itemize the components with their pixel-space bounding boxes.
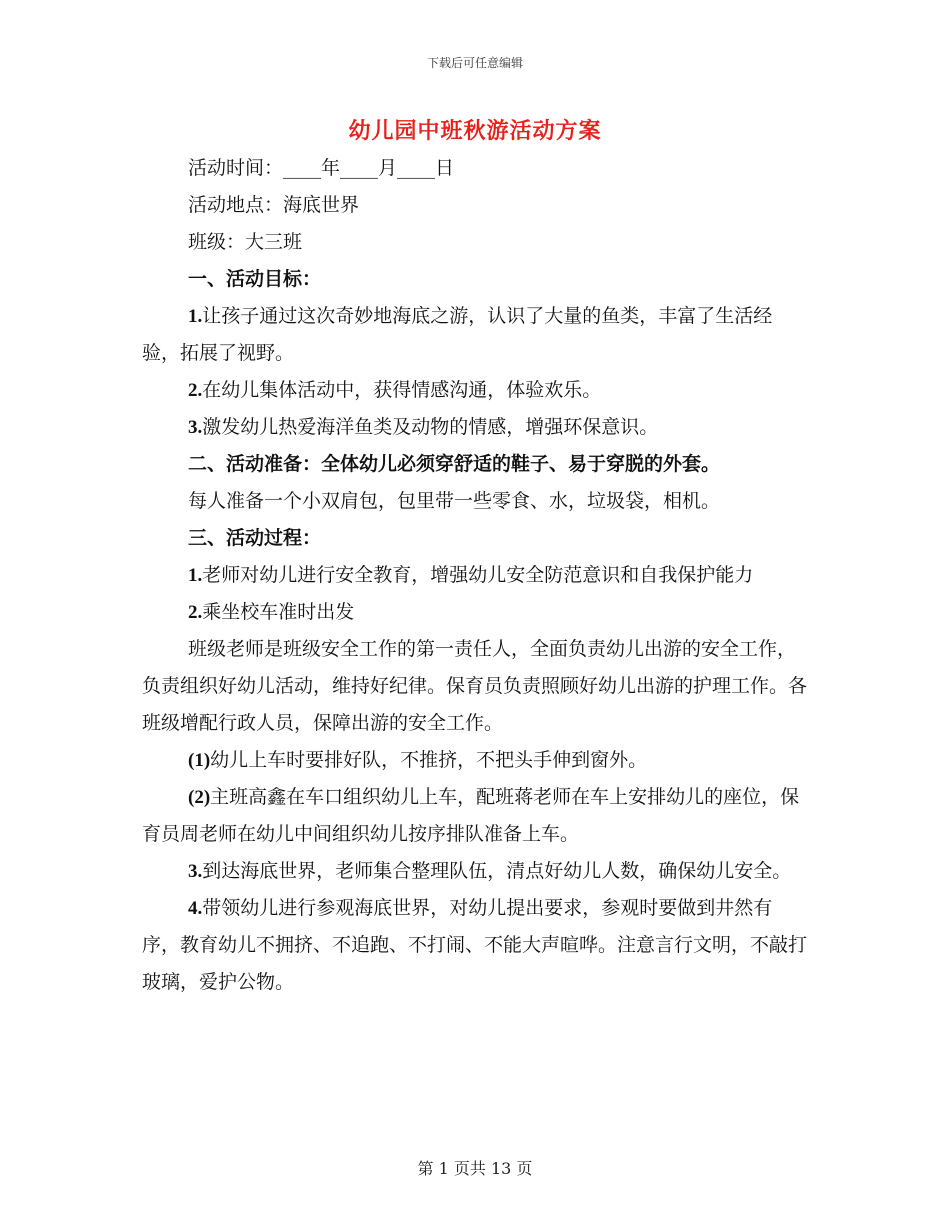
document-body — [142, 150, 810, 1001]
item-number: 4. — [188, 898, 203, 919]
process-item-1 — [142, 557, 810, 594]
item-number: 3. — [188, 861, 203, 882]
section-heading-process: 三、活动过程： — [188, 527, 322, 549]
process-sub-item-1 — [142, 742, 810, 779]
item-text: 激发幼儿热爱海洋鱼类及动物的情感，增强环保意识。 — [202, 416, 659, 438]
document-title: 幼儿园中班秋游活动方案 — [348, 118, 602, 144]
item-text: 到达海底世界，老师集合整理队伍，清点好幼儿人数，确保幼儿安全。 — [202, 860, 792, 882]
item-text: 让孩子通过这次奇妙地海底之游，认识了大量的鱼类，丰富了生活经验，拓展了视野。 — [142, 305, 773, 364]
activity-time: 活动时间：____年____月____日 — [188, 157, 455, 179]
process-item-2 — [142, 594, 810, 631]
item-number: 1. — [188, 306, 203, 327]
item-text: 主班高鑫在车口组织幼儿上车，配班蒋老师在车上安排幼儿的座位，保育员周老师在幼儿中间组织幼儿按序排队准备上车。 — [142, 786, 800, 845]
goal-item-2 — [142, 372, 810, 409]
process-item-4 — [142, 890, 810, 1001]
activity-place: 活动地点：海底世界 — [188, 194, 360, 216]
item-number: 2. — [188, 602, 203, 623]
item-text: 带领幼儿进行参观海底世界，对幼儿提出要求，参观时要做到井然有序，教育幼儿不拥挤、不追跑、不打闹、不能大声暄哗。注意言行文明，不敲打玻璃，爱护公物。 — [142, 897, 808, 993]
section-heading-goals: 一、活动目标： — [188, 268, 322, 290]
process-sub-item-2 — [142, 779, 810, 853]
section-heading-preparation: 二、活动准备：全体幼儿必须穿舒适的鞋子、易于穿脱的外套。 — [188, 453, 721, 475]
item-number: 3. — [188, 417, 203, 438]
goal-item-3 — [142, 409, 810, 446]
process-paragraph: 班级老师是班级安全工作的第一责任人，全面负责幼儿出游的安全工作，负责组织好幼儿活动，维持好纪律。保育员负责照顾好幼儿出游的护理工作。各班级增配行政人员，保障出游的安全工作。 — [142, 638, 808, 734]
item-number: 2. — [188, 380, 203, 401]
item-text: 老师对幼儿进行安全教育，增强幼儿安全防范意识和自我保护能力 — [202, 564, 754, 586]
activity-class: 班级：大三班 — [188, 231, 303, 253]
item-number: 1. — [188, 565, 203, 586]
item-text: 幼儿上车时要排好队，不推挤，不把头手伸到窗外。 — [210, 749, 648, 771]
item-number: (1) — [188, 750, 211, 771]
preparation-text: 每人准备一个小双肩包，包里带一些零食、水，垃圾袋，相机。 — [188, 490, 721, 512]
item-text: 在幼儿集体活动中，获得情感沟通，体验欢乐。 — [202, 379, 602, 401]
item-text: 乘坐校车准时出发 — [202, 601, 355, 623]
goal-item-1 — [142, 298, 810, 372]
page-footer: 第 1 页共 13 页 — [417, 1159, 533, 1178]
process-item-3 — [142, 853, 810, 890]
item-number: (2) — [188, 787, 211, 808]
page-header: 下载后可任意编辑 — [426, 56, 523, 70]
